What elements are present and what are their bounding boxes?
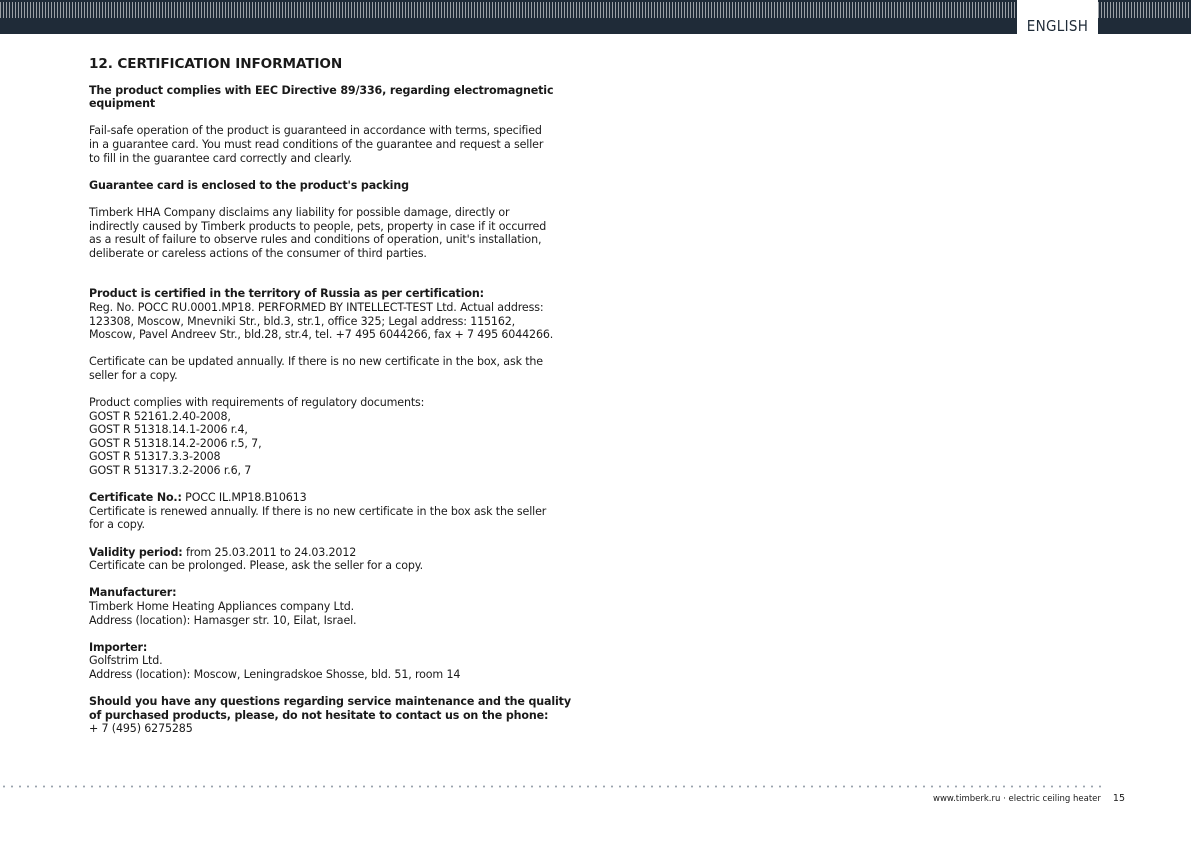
text-line: Certificate can be prolonged. Please, ask the seller for a copy.	[89, 559, 423, 573]
page-number: 15	[1112, 793, 1125, 804]
gost-item: GOST R 51317.3.3-2008	[89, 450, 221, 464]
text-line: deliberate or careless actions of the consumer of third parties.	[89, 246, 427, 260]
text-line: in a guarantee card. You must read conditions of the guarantee and request a seller	[89, 137, 544, 151]
certificate-number	[89, 491, 579, 505]
russia-certification	[89, 287, 579, 341]
text-line: Timberk HHA Company disclaims any liability for possible damage, directly or	[89, 205, 510, 219]
update-paragraph	[89, 355, 579, 382]
dotted-divider	[0, 785, 1105, 788]
contact-phone: + 7 (495) 6275285	[89, 722, 193, 736]
regulatory-documents	[89, 396, 579, 478]
contact-block	[89, 695, 579, 736]
regulatory-intro: Product complies with requirements of regulatory documents:	[89, 396, 425, 410]
importer-address: Address (location): Moscow, Leningradskoe Shosse, bld. 51, room 14	[89, 667, 461, 681]
text-line: 123308, Moscow, Mnevniki Str., bld.3, str.1, office 325; Legal address: 115162,	[89, 314, 516, 328]
footer-text: www.timberk.ru · electric ceiling heater	[933, 794, 1101, 804]
russia-heading: Product is certified in the territory of Russia as per certification:	[89, 287, 484, 301]
section-title: 12. CERTIFICATION INFORMATION	[89, 56, 343, 72]
text-line: for a copy.	[89, 518, 145, 532]
text-line: to fill in the guarantee card correctly and clearly.	[89, 151, 352, 165]
manufacturer-address: Address (location): Hamasger str. 10, Eilat, Israel.	[89, 613, 357, 627]
importer-block	[89, 641, 579, 682]
text-line: Certificate is renewed annually. If there is no new certificate in the box ask the seller	[89, 504, 547, 518]
failsafe-paragraph	[89, 124, 579, 165]
gost-item: GOST R 51317.3.2-2006 r.6, 7	[89, 464, 252, 478]
text-line: indirectly caused by Timberk products to people, pets, property in case if it occurred	[89, 219, 547, 233]
page-footer	[933, 793, 1125, 804]
text-line: Fail-safe operation of the product is guaranteed in accordance with terms, specified	[89, 124, 542, 138]
manufacturer-name: Timberk Home Heating Appliances company Ltd.	[89, 599, 355, 613]
manufacturer-label: Manufacturer:	[89, 586, 177, 600]
text-line: Reg. No. POCC RU.0001.MP18. PERFORMED BY INTELLECT-TEST Ltd. Actual address:	[89, 300, 544, 314]
validity-value: from 25.03.2011 to 24.03.2012	[182, 545, 357, 559]
validity-block	[89, 546, 579, 573]
text-line: Moscow, Pavel Andreev Str., bld.28, str.4, tel. +7 495 6044266, fax + 7 495 6044266.	[89, 328, 554, 342]
certificate-number-block	[89, 491, 579, 532]
text-line: Should you have any questions regarding service maintenance and the quality	[89, 695, 571, 709]
validity-period	[89, 546, 579, 560]
importer-name: Golfstrim Ltd.	[89, 654, 163, 668]
manufacturer-block	[89, 586, 579, 627]
text-line: as a result of failure to observe rules and conditions of operation, unit's installation,	[89, 233, 542, 247]
gost-item: GOST R 51318.14.2-2006 r.5, 7,	[89, 436, 262, 450]
validity-label: Validity period:	[89, 545, 183, 559]
directive-statement: The product complies with EEC Directive 89/336, regarding electromagnetic equipment	[89, 83, 554, 111]
importer-label: Importer:	[89, 640, 148, 654]
disclaimer-paragraph	[89, 206, 579, 260]
language-tab: ENGLISH	[1017, 0, 1098, 37]
certification-section	[89, 58, 579, 736]
certificate-number-label: Certificate No.:	[89, 491, 182, 505]
text-line: of purchased products, please, do not hesitate to contact us on the phone:	[89, 708, 549, 722]
certificate-number-value: POCC IL.MP18.B10613	[181, 491, 307, 505]
header-band	[0, 0, 1191, 34]
gost-item: GOST R 52161.2.40-2008,	[89, 409, 231, 423]
gost-item: GOST R 51318.14.1-2006 r.4,	[89, 423, 248, 437]
text-line: Certificate can be updated annually. If there is no new certificate in the box, ask the	[89, 355, 543, 369]
text-line: seller for a copy.	[89, 368, 178, 382]
guarantee-card-note: Guarantee card is enclosed to the product's packing	[89, 178, 409, 192]
